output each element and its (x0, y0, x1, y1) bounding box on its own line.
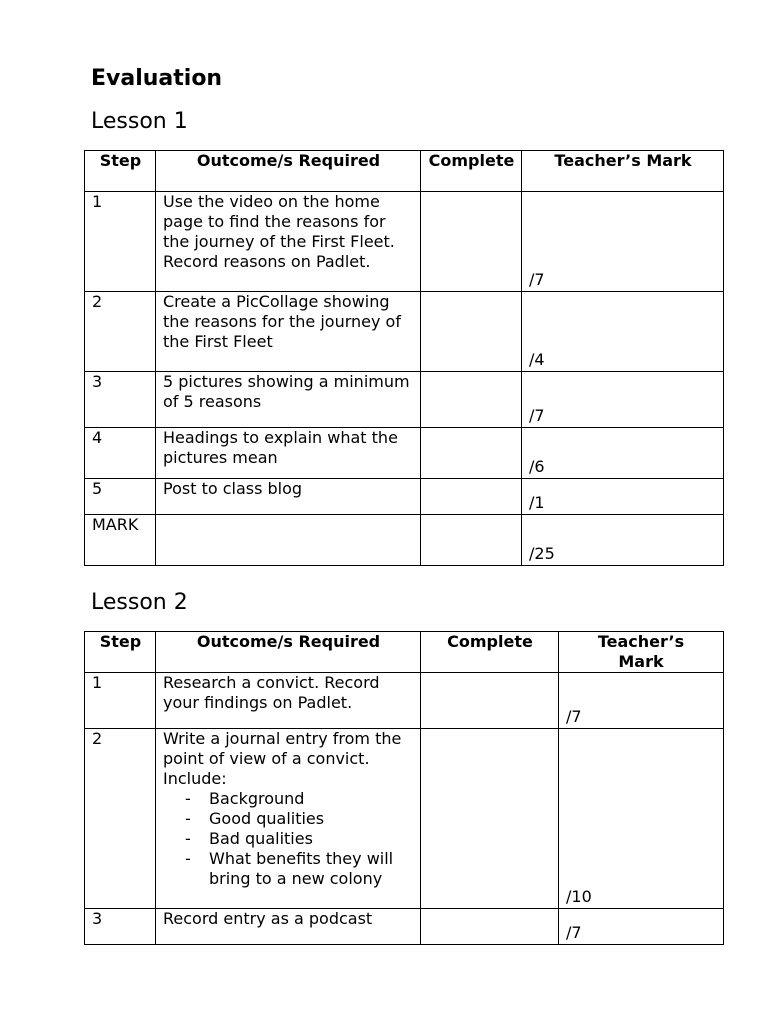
outcome-cell: Create a PicCollage showing the reasons for the journey of the First Fleet (156, 292, 421, 372)
step-cell: 1 (85, 192, 156, 292)
header-mark: Teacher’s Mark (559, 632, 724, 673)
complete-cell[interactable] (421, 515, 522, 566)
header-outcome: Outcome/s Required (156, 632, 421, 673)
complete-cell[interactable] (421, 909, 559, 945)
table-row (85, 192, 724, 292)
complete-cell[interactable] (421, 673, 559, 729)
lesson1-title: Lesson 1 (91, 109, 188, 134)
step-cell: 2 (85, 729, 156, 909)
lesson1-table (84, 150, 724, 566)
complete-cell[interactable] (421, 292, 522, 372)
table-row (85, 292, 724, 372)
header-complete: Complete (421, 151, 522, 192)
complete-cell[interactable] (421, 479, 522, 515)
step-cell: 5 (85, 479, 156, 515)
complete-cell[interactable] (421, 729, 559, 909)
bullet-list (163, 789, 414, 889)
list-item: - Good qualities (185, 809, 414, 829)
header-step: Step (85, 151, 156, 192)
complete-cell[interactable] (421, 428, 522, 479)
list-item: - What benefits they will bring to a new colony (185, 849, 414, 889)
mark-cell[interactable]: /6 (522, 428, 724, 479)
step-cell: 3 (85, 372, 156, 428)
mark-cell[interactable]: /4 (522, 292, 724, 372)
outcome-cell: Use the video on the home page to find the reasons for the journey of the First Fleet. Record reasons on Padlet. (156, 192, 421, 292)
table-row (85, 729, 724, 909)
mark-cell[interactable]: /7 (559, 909, 724, 945)
mark-cell[interactable]: /10 (559, 729, 724, 909)
total-label-cell: MARK (85, 515, 156, 566)
page-heading: Evaluation (91, 66, 223, 91)
header-outcome: Outcome/s Required (156, 151, 421, 192)
mark-cell[interactable]: /1 (522, 479, 724, 515)
table-row-total (85, 515, 724, 566)
outcome-cell: Record entry as a podcast (156, 909, 421, 945)
outcome-cell: Research a convict. Record your findings on Padlet. (156, 673, 421, 729)
lesson2-title: Lesson 2 (91, 590, 188, 615)
step-cell: 3 (85, 909, 156, 945)
table-row (85, 428, 724, 479)
complete-cell[interactable] (421, 192, 522, 292)
outcome-text: Write a journal entry from the point of view of a convict. Include: (163, 729, 402, 788)
outcome-cell (156, 515, 421, 566)
outcome-cell: Post to class blog (156, 479, 421, 515)
list-item: - Background (185, 789, 414, 809)
table-row (85, 909, 724, 945)
table-header-row (85, 632, 724, 673)
lesson2-table (84, 631, 724, 945)
step-cell: 2 (85, 292, 156, 372)
table-row (85, 479, 724, 515)
table-row (85, 372, 724, 428)
list-item: - Bad qualities (185, 829, 414, 849)
step-cell: 1 (85, 673, 156, 729)
outcome-cell: Headings to explain what the pictures mean (156, 428, 421, 479)
mark-cell[interactable]: /7 (522, 372, 724, 428)
table-row (85, 673, 724, 729)
total-mark-cell[interactable]: /25 (522, 515, 724, 566)
mark-cell[interactable]: /7 (522, 192, 724, 292)
complete-cell[interactable] (421, 372, 522, 428)
header-step: Step (85, 632, 156, 673)
header-mark: Teacher’s Mark (522, 151, 724, 192)
outcome-cell: 5 pictures showing a minimum of 5 reasons (156, 372, 421, 428)
outcome-cell (156, 729, 421, 909)
step-cell: 4 (85, 428, 156, 479)
table-header-row (85, 151, 724, 192)
mark-cell[interactable]: /7 (559, 673, 724, 729)
header-complete: Complete (421, 632, 559, 673)
